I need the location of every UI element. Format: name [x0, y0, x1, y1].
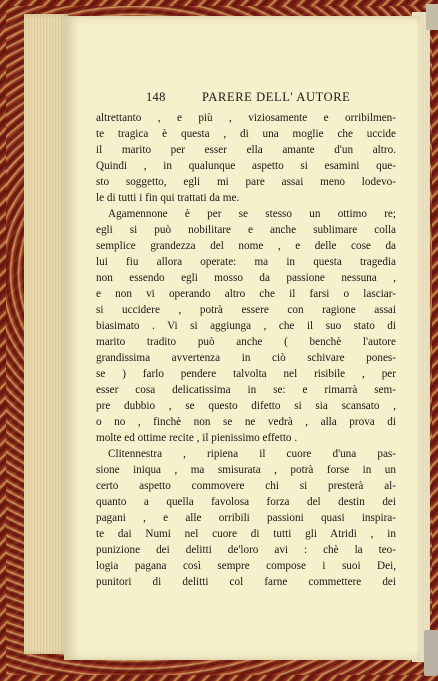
text-line: egli si può nobilitare e anche sublimare colla [96, 224, 396, 236]
text-line: grandissima avvertenza in ciò schivare pones- [96, 352, 396, 364]
text-line: logia pagana così sempre compose i suoi Dei, [96, 560, 396, 572]
clasp-bottom [424, 630, 438, 676]
page-text-block [96, 90, 396, 590]
page-edges [24, 14, 68, 654]
text-line: pagani , e alle orribili passioni quasi inspira- [96, 512, 396, 524]
text-line: lui fiu allora operate: ma in questa tragedia [96, 256, 396, 268]
text-line: sto soggetto, egli mi pare assai meno lodevo- [96, 176, 396, 188]
running-head: PARERE DELL' AUTORE [202, 90, 351, 104]
clasp-top [426, 4, 438, 30]
text-line: marito tradito può anche ( benchè l'autore [96, 336, 396, 348]
text-line: se ) farlo pendere talvolta nel risibile , per [96, 368, 396, 380]
page-header [96, 90, 396, 110]
body-text [96, 110, 396, 590]
text-line: e non vi operando altro che il farsi o lasciar- [96, 288, 396, 300]
text-line: altrettanto , e più , viziosamente e orribilmen- [96, 112, 396, 124]
text-line: Agamennone è per se stesso un ottimo re; [108, 208, 396, 220]
text-line: punitori di delitti col farne commettere dei [96, 576, 396, 588]
text-line: sione iniqua , ma smisurata , potrà forse in un [96, 464, 396, 476]
text-line: pre dubbio , se questo difetto si sia scansato , [96, 400, 396, 412]
text-line: esser cosa delicatissima in se: e rimarrà sem- [96, 384, 396, 396]
text-line: te tragica è questa , di una moglie che uccide [96, 128, 396, 140]
text-line: molte ed ottime recite , il pienissimo effetto . [96, 432, 298, 444]
text-line: o no , finchè non se ne vedrà , alla prova di [96, 416, 396, 428]
page-number: 148 [146, 90, 166, 104]
text-line: il marito per esser ella amante d'un altro. [96, 144, 396, 156]
text-line: Quindi , in qualunque aspetto si esamini que- [96, 160, 396, 172]
text-line: le di tutti i fin qui trattati da me. [96, 192, 240, 204]
text-line: si uccidere , potrà essere con ragione assai [96, 304, 396, 316]
text-line: te dai Numi nel cuore di tutti gli Atridi , in [96, 528, 396, 540]
text-line: punizione dei delitti de'loro avi : chè la teo- [96, 544, 396, 556]
text-line: Clitennestra , ripiena il cuore d'una pas- [108, 448, 396, 460]
text-line: certo aspetto commovere chi si presterà al- [96, 480, 396, 492]
text-line: quanto a quella favolosa forza del destin dei [96, 496, 396, 508]
text-line: non essendo egli mosso da passione nessuna , [96, 272, 396, 284]
text-line: biasimato . Vi si aggiunga , che il suo stato di [96, 320, 396, 332]
text-line: semplice grandezza del nome , e delle cose da [96, 240, 396, 252]
